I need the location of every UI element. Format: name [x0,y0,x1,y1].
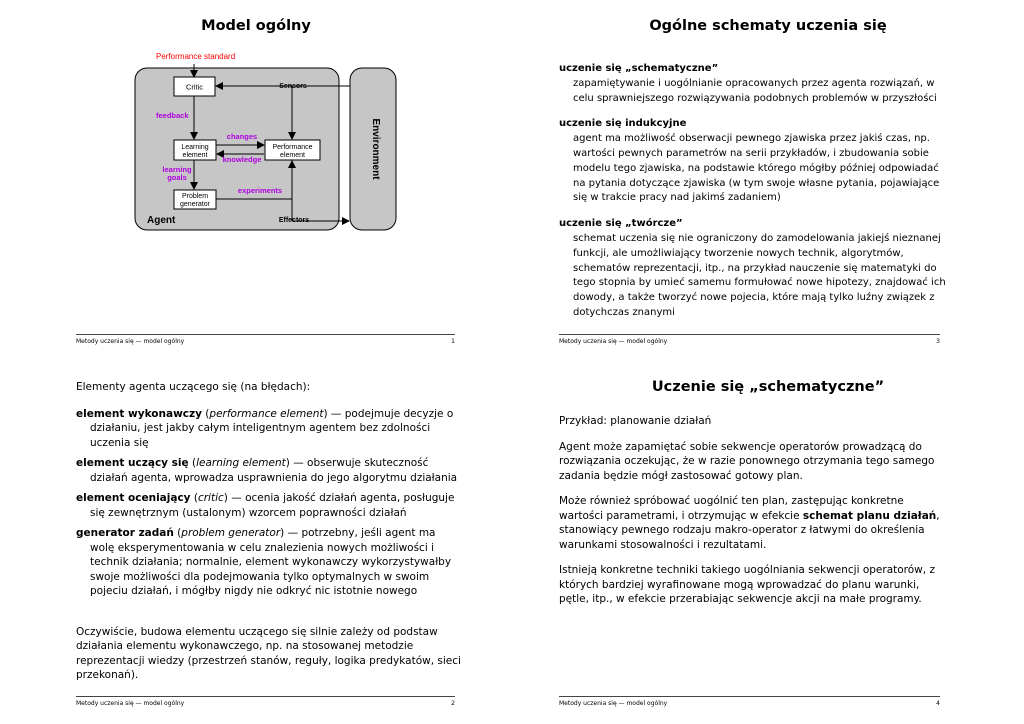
definition-text: zapamiętywanie i uogólnianie opracowanych przez agenta rozwiązań, w celu sprawniejszego rozwiązywania podobnych problemów w przyszłości [573,77,937,104]
definition-term: uczenie się indukcyjne [559,118,687,130]
learning-agent-diagram [0,0,512,362]
item-description: — ocenia jakość działań agenta, posługuje się zewnętrznym (ustalonym) wzorcem poprawności działań [90,492,455,519]
critic-label: Critic [185,82,204,92]
changes-label: changes [226,132,258,141]
page-number: 4 [936,700,940,707]
item-term: generator zadań [76,527,174,539]
page-number: 1 [451,338,455,345]
footer-title: Metody uczenia się — model ogólny [76,338,185,345]
list-item: element wykonawczy (performance element) — podejmuje decyzje o działaniu, jest jakby całym inteligentnym agentem bez zdolności uczenia się [76,407,454,449]
slide-content [76,380,462,683]
effectors-label: Effectors [278,217,310,224]
footer-title: Metody uczenia się — model ogólny [559,338,668,345]
paragraph-part: , stanowiący pewnego rodzaju makro-operator z łatwymi do określenia warunkami stosowalności i rezultatami. [559,509,940,551]
list-item: element uczący się (learning element) — obserwuje skuteczność działań agenta, wprowadza usprawnienia do jego algorytmu działania [76,457,458,484]
item-term: element oceniający [76,492,191,504]
slide-3 [512,0,1024,362]
slide-title: Uczenie się „schematyczne” [651,379,885,395]
slide-footer [559,334,940,345]
footer-title: Metody uczenia się — model ogólny [559,700,668,707]
item-description: — potrzebny, jeśli agent ma wolę eksperymentowania w celu znalezienia nowych możliwości i technik działania; normalnie, element wykonawczy wykorzystywałby swoje możliwości dla podejmowania tylko optymalnych w swoim pojeciu działań, i mógłby nigdy nie odkryć nic istotnie nowego [90,527,452,597]
paragraph-part: Może również spróbować uogólnić ten plan, zastępując konkretne wartości parametrami, i otrzymując w efekcie [559,495,904,522]
knowledge-label: knowledge [222,155,262,164]
item-term: element uczący się [76,457,189,469]
learning-goals-label-2: goals [167,173,187,182]
intro-text: Elementy agenta uczącego się (na błędach): [76,381,311,393]
feedback-label: feedback [156,111,189,120]
slide-title: Model ogólny [201,18,311,34]
performance-standard-label: Performance standard [156,52,236,61]
definition-block [559,62,946,106]
definition-term: uczenie się „twórcze” [559,218,683,230]
list-item: element oceniający (critic) — ocenia jakość działań agenta, posługuje się zewnętrznym (ustalonym) wzorcem poprawności działań [76,492,455,519]
closing-paragraph: Oczywiście, budowa elementu uczącego się silnie zależy od podstaw działania elementu wykonawczego, np. na stosowanej metodzie reprezentacji wiedzy (przestrzeń stanów, reguły, logika predykatów, sieci przekonań). [76,625,461,681]
slide-footer [76,334,455,345]
learning-element-label-1: Learning [181,144,209,151]
paragraph [559,494,946,552]
learning-element-label-2: element [182,152,208,159]
learning-goals-label-1: learning [162,165,192,174]
environment-label: Environment [370,118,381,180]
performance-element-label-1: Performance [272,144,313,151]
sensors-label: Sensors [279,83,307,90]
definition-block [559,117,946,206]
experiments-label: experiments [237,186,283,195]
paragraph: Przykład: planowanie działań [559,415,712,427]
slide-1 [0,0,512,362]
list-item: generator zadań (problem generator) — potrzebny, jeśli agent ma wolę eksperymentowania w celu znalezienia nowych możliwości i technik działania; normalnie, element wykonawczy wykorzystywałby swoje możliwości dla podejmowania tylko optymalnych w swoim pojeciu działań, i mógłby nigdy nie odkryć nic istotnie nowego [76,527,452,597]
slide-content [559,62,946,332]
problem-generator-label-1: Problem [181,193,209,200]
slide-2 [0,362,512,724]
definition-text: agent ma możliwość obserwacji pewnego zjawiska przez jakiś czas, np. wartości pewnych parametrów na serii przykładów, i zbudowania sobie modelu tego zjawiska, na podstawie którego mógłby później odpowiadać na pytania dotyczące zjawiska (w tym swoje własne pytania, pojawiające się w trakcie pracy nad jakimś zadaniem) [573,133,940,204]
item-english-term: performance element [209,407,324,420]
item-english-term: critic [197,492,224,504]
item-description: — obserwuje skuteczność działań agenta, wprowadza usprawnienia do jego algorytmu działania [90,457,458,484]
paragraph: Istnieją konkretne techniki takiego uogólniania sekwencji operatorów, z których bardziej wyrafinowane mogą wprowadzać do planu warunki, pętle, itp., w efekcie przerabiając sekwencje akcji na małe programy. [559,564,935,605]
slide-content [559,414,946,618]
item-term: element wykonawczy [76,407,202,420]
item-english-term: problem generator [181,527,281,539]
definition-text: schemat uczenia się nie ograniczony do zamodelowania jakiejś nieznanej funkcji, ale umożliwiający tworzenie nowych technik, algorytmów, schematów reprezentacji, itp., na przykład nauczenie się matematyki do tego stopnia by umieć samemu formułować nowe hipotezy, znajdować ich dowody, a także tworzyć nowe pojecia, które mają tylko luźny związek z dotychczas znanymi [573,232,946,318]
definition-term: uczenie się „schematyczne” [559,63,719,74]
performance-element-label-2: element [280,152,305,159]
agent-label: Agent [147,215,176,226]
definition-block [559,217,946,321]
footer-title: Metody uczenia się — model ogólny [76,700,185,707]
item-english-term: learning element [196,457,286,469]
slide-footer [76,696,455,707]
problem-generator-label-2: generator [180,201,210,208]
paragraph-emphasis: schemat planu działań [802,509,937,522]
page-number: 3 [936,338,940,345]
item-description: — podejmuje decyzje o działaniu, jest jakby całym inteligentnym agentem bez zdolności uczenia się [90,407,454,449]
slide-footer [559,696,940,707]
slide-4 [512,362,1024,724]
paragraph: Agent może zapamiętać sobie sekwencje operatorów prowadzącą do rozwiązania oczekując, że w razie ponownego otrzymania tego samego zadania będzie mógł zastosować gotowy plan. [559,440,935,482]
slide-title: Ogólne schematy uczenia się [649,18,887,34]
page-number: 2 [451,700,455,707]
